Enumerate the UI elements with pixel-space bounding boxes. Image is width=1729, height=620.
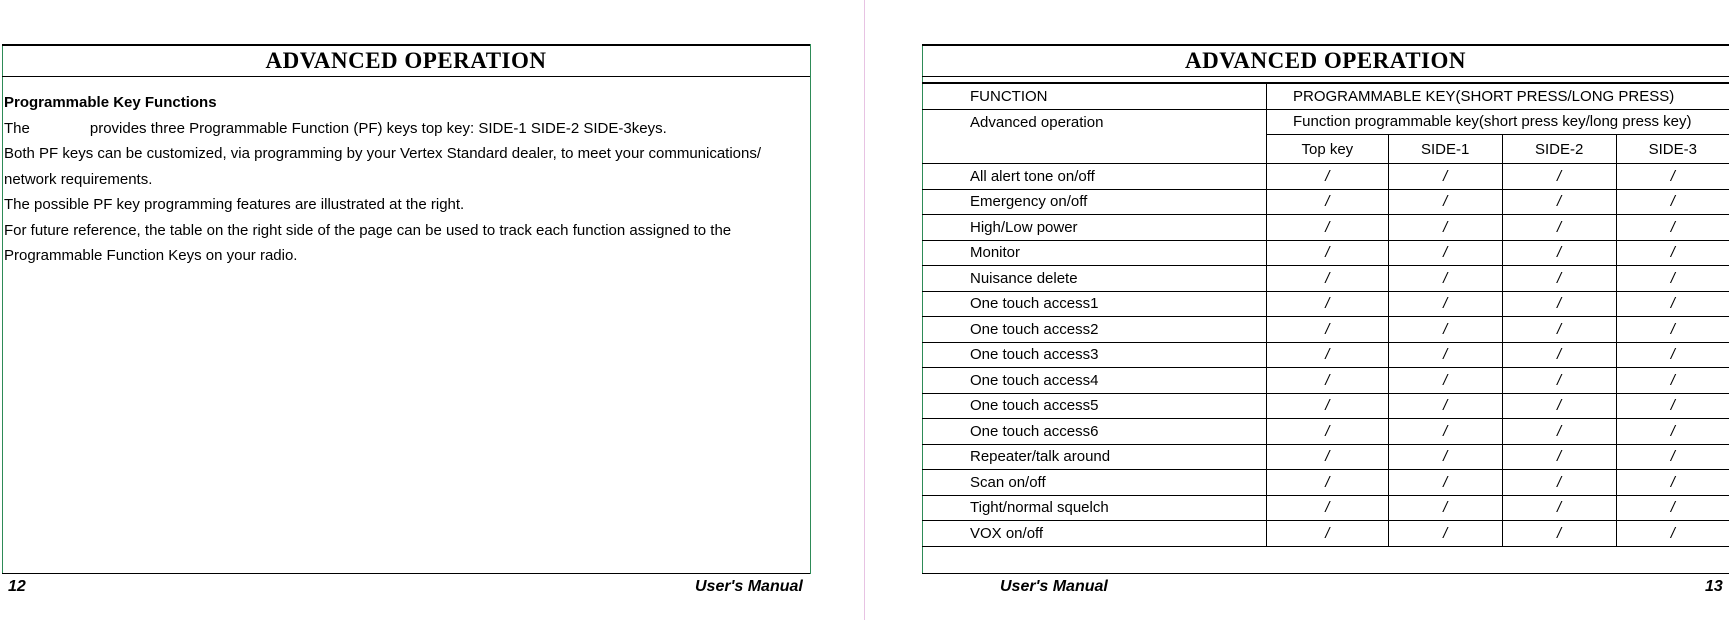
function-name: Monitor bbox=[922, 240, 1267, 266]
key-assignment-cell: / bbox=[1502, 444, 1616, 470]
table-row bbox=[922, 215, 1729, 241]
key-assignment-cell: / bbox=[1388, 215, 1502, 241]
key-assignment-cell: / bbox=[1388, 393, 1502, 419]
column-header-side-3: SIDE-3 bbox=[1616, 135, 1729, 164]
paragraph-1-start: The bbox=[4, 119, 30, 137]
function-name: Tight/normal squelch bbox=[922, 495, 1267, 521]
key-assignment-cell: / bbox=[1388, 521, 1502, 547]
function-name: All alert tone on/off bbox=[922, 164, 1267, 190]
key-assignment-cell: / bbox=[1267, 189, 1389, 215]
key-assignment-cell: / bbox=[1267, 342, 1389, 368]
function-name: One touch access5 bbox=[922, 393, 1267, 419]
table-row bbox=[922, 342, 1729, 368]
header-function: FUNCTION bbox=[922, 83, 1267, 109]
key-assignment-cell: / bbox=[1502, 495, 1616, 521]
right-page-number: 13 bbox=[1705, 578, 1723, 595]
key-assignment-cell: / bbox=[1616, 189, 1729, 215]
key-assignment-cell: / bbox=[1267, 240, 1389, 266]
table-row bbox=[922, 164, 1729, 190]
paragraph-4: For future reference, the table on the right side of the page can be used to track each function assigned to the Programmable Function Keys on your radio. bbox=[4, 221, 732, 264]
right-page bbox=[865, 0, 1729, 620]
table-subheader-row bbox=[922, 109, 1729, 135]
key-assignment-cell: / bbox=[1388, 419, 1502, 445]
key-assignment-cell: / bbox=[1388, 342, 1502, 368]
table-row bbox=[922, 495, 1729, 521]
key-assignment-cell: / bbox=[1502, 215, 1616, 241]
advanced-operation-desc: Function programmable key(short press key/long press key) bbox=[1267, 109, 1729, 135]
key-assignment-cell: / bbox=[1388, 495, 1502, 521]
key-assignment-cell: / bbox=[1616, 444, 1729, 470]
function-name: Repeater/talk around bbox=[922, 444, 1267, 470]
table-header-row bbox=[922, 83, 1729, 109]
key-assignment-cell: / bbox=[1267, 368, 1389, 394]
key-assignment-cell: / bbox=[1616, 393, 1729, 419]
key-assignment-cell: / bbox=[1267, 266, 1389, 292]
key-assignment-cell: / bbox=[1616, 291, 1729, 317]
function-table bbox=[922, 82, 1729, 547]
key-assignment-cell: / bbox=[1388, 266, 1502, 292]
key-assignment-cell: / bbox=[1616, 317, 1729, 343]
key-assignment-cell: / bbox=[1502, 342, 1616, 368]
key-assignment-cell: / bbox=[1388, 164, 1502, 190]
paragraph-1 bbox=[4, 116, 804, 142]
left-page-footer: User's Manual bbox=[695, 578, 803, 595]
table-row bbox=[922, 240, 1729, 266]
column-header-side-2: SIDE-2 bbox=[1502, 135, 1616, 164]
column-header-side-1: SIDE-1 bbox=[1388, 135, 1502, 164]
table-row bbox=[922, 470, 1729, 496]
left-page-title: ADVANCED OPERATION bbox=[265, 48, 547, 73]
key-assignment-cell: / bbox=[1616, 495, 1729, 521]
left-page-body bbox=[4, 90, 804, 269]
key-assignment-cell: / bbox=[1502, 240, 1616, 266]
function-name: High/Low power bbox=[922, 215, 1267, 241]
key-assignment-cell: / bbox=[1267, 291, 1389, 317]
function-name: Emergency on/off bbox=[922, 189, 1267, 215]
key-assignment-cell: / bbox=[1388, 368, 1502, 394]
left-page-number: 12 bbox=[8, 578, 26, 595]
key-assignment-cell: / bbox=[1388, 240, 1502, 266]
key-assignment-cell: / bbox=[1616, 164, 1729, 190]
key-assignment-cell: / bbox=[1267, 215, 1389, 241]
table-row bbox=[922, 189, 1729, 215]
function-name: One touch access3 bbox=[922, 342, 1267, 368]
table-row bbox=[922, 317, 1729, 343]
key-assignment-cell: / bbox=[1502, 266, 1616, 292]
header-programmable-key: PROGRAMMABLE KEY(SHORT PRESS/LONG PRESS) bbox=[1267, 83, 1729, 109]
right-page-footer: User's Manual bbox=[1000, 578, 1108, 595]
key-assignment-cell: / bbox=[1616, 419, 1729, 445]
key-assignment-cell: / bbox=[1388, 444, 1502, 470]
key-assignment-cell: / bbox=[1502, 368, 1616, 394]
column-header-top-key: Top key bbox=[1267, 135, 1389, 164]
key-assignment-cell: / bbox=[1616, 521, 1729, 547]
section-heading: Programmable Key Functions bbox=[4, 94, 217, 111]
key-assignment-cell: / bbox=[1267, 317, 1389, 343]
table-row bbox=[922, 393, 1729, 419]
key-assignment-cell: / bbox=[1267, 495, 1389, 521]
function-name: One touch access6 bbox=[922, 419, 1267, 445]
key-assignment-cell: / bbox=[1616, 266, 1729, 292]
key-assignment-cell: / bbox=[1388, 317, 1502, 343]
table-row bbox=[922, 521, 1729, 547]
key-assignment-cell: / bbox=[1616, 368, 1729, 394]
key-assignment-cell: / bbox=[1616, 215, 1729, 241]
function-name: One touch access4 bbox=[922, 368, 1267, 394]
table-row bbox=[922, 444, 1729, 470]
right-page-bottom-rule bbox=[922, 573, 1729, 574]
key-assignment-cell: / bbox=[1502, 317, 1616, 343]
key-assignment-cell: / bbox=[1502, 419, 1616, 445]
table-row bbox=[922, 291, 1729, 317]
table-row bbox=[922, 266, 1729, 292]
paragraph-1-rest: provides three Programmable Function (PF) keys top key: SIDE-1 SIDE-2 SIDE-3keys. bbox=[89, 119, 667, 137]
key-assignment-cell: / bbox=[1502, 291, 1616, 317]
table-row bbox=[922, 368, 1729, 394]
key-assignment-cell: / bbox=[1388, 291, 1502, 317]
key-assignment-cell: / bbox=[1502, 189, 1616, 215]
right-page-title-bar bbox=[922, 44, 1729, 77]
key-assignment-cell: / bbox=[1502, 470, 1616, 496]
key-assignment-cell: / bbox=[1267, 419, 1389, 445]
key-assignment-cell: / bbox=[1616, 342, 1729, 368]
key-assignment-cell: / bbox=[1267, 470, 1389, 496]
left-page-bottom-rule bbox=[2, 573, 810, 574]
key-assignment-cell: / bbox=[1502, 164, 1616, 190]
key-assignment-cell: / bbox=[1388, 470, 1502, 496]
left-page-title-bar bbox=[2, 44, 810, 77]
paragraph-2: Both PF keys can be customized, via programming by your Vertex Standard dealer, to meet your communications/ network requirements. bbox=[4, 145, 762, 188]
advanced-operation-label: Advanced operation bbox=[922, 109, 1267, 135]
key-assignment-cell: / bbox=[1267, 444, 1389, 470]
key-assignment-cell: / bbox=[1502, 521, 1616, 547]
table-row bbox=[922, 419, 1729, 445]
function-name: Scan on/off bbox=[922, 470, 1267, 496]
key-assignment-cell: / bbox=[1388, 189, 1502, 215]
function-name: Nuisance delete bbox=[922, 266, 1267, 292]
key-assignment-cell: / bbox=[1502, 393, 1616, 419]
key-assignment-cell: / bbox=[1616, 240, 1729, 266]
key-assignment-cell: / bbox=[1267, 164, 1389, 190]
key-assignment-cell: / bbox=[1267, 521, 1389, 547]
paragraph-3: The possible PF key programming features are illustrated at the right. bbox=[4, 196, 465, 213]
function-name: One touch access1 bbox=[922, 291, 1267, 317]
column-header-blank bbox=[922, 135, 1267, 164]
key-assignment-cell: / bbox=[1616, 470, 1729, 496]
function-name: One touch access2 bbox=[922, 317, 1267, 343]
key-assignment-cell: / bbox=[1267, 393, 1389, 419]
function-name: VOX on/off bbox=[922, 521, 1267, 547]
right-page-title: ADVANCED OPERATION bbox=[1185, 48, 1466, 73]
table-column-header-row bbox=[922, 135, 1729, 164]
